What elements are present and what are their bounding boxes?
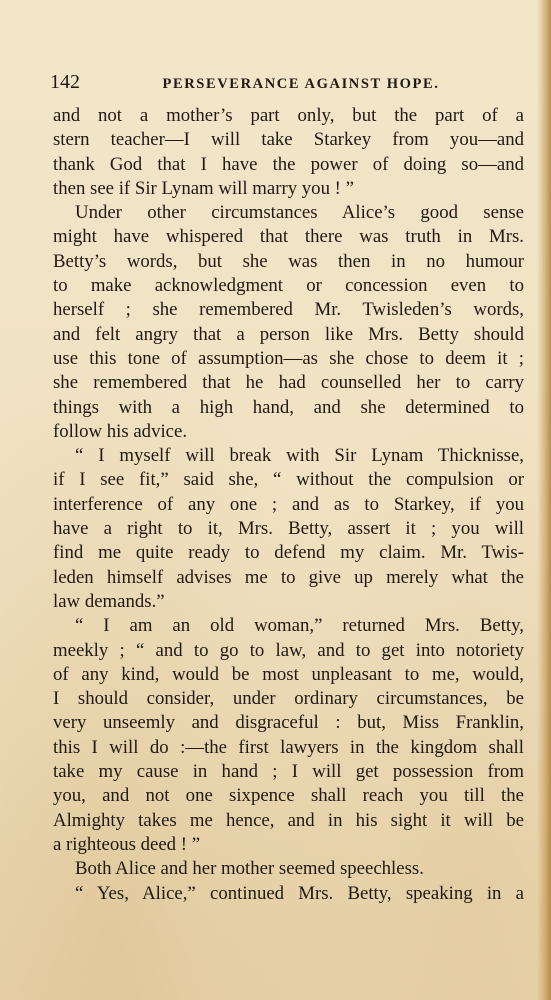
text-line: things with a high hand, and she determined to: [53, 396, 524, 418]
text-line: leden himself advises me to give up merely what the: [53, 566, 524, 588]
text-line: meekly ; “ and to go to law, and to get into notoriety: [53, 639, 524, 661]
text-line: have a right to it, Mrs. Betty, assert it ; you will: [53, 518, 524, 540]
text-line: use this tone of assumption—as she chose to deem it ;: [53, 347, 524, 369]
text-line: if I see fit,” said she, “ without the compulsion or: [53, 469, 524, 491]
text-line: I should consider, under ordinary circumstances, be: [53, 688, 524, 710]
text-line: Betty’s words, but she was then in no humour: [53, 250, 524, 272]
text-line: and felt angry that a person like Mrs. Betty should: [53, 323, 524, 345]
text-line: Both Alice and her mother seemed speechless.: [75, 858, 424, 880]
text-line: she remembered that he had counselled her to carry: [53, 372, 524, 394]
text-line: of any kind, would be most unpleasant to me, would,: [53, 663, 524, 685]
text-line: find me quite ready to defend my claim. Mr. Twis-: [53, 542, 524, 564]
text-line: take my cause in hand ; I will get possession from: [53, 761, 524, 783]
text-line: a righteous deed ! ”: [53, 833, 201, 855]
page-number: 142: [50, 71, 80, 93]
page-header: [50, 71, 528, 93]
text-line: stern teacher—I will take Starkey from you—and: [53, 129, 524, 151]
text-line: follow his advice.: [53, 420, 188, 442]
text-line: you, and not one sixpence shall reach you till the: [53, 785, 524, 807]
text-line: this I will do :—the first lawyers in the kingdom shall: [53, 736, 524, 758]
text-line: law demands.”: [53, 590, 165, 612]
text-line: Under other circumstances Alice’s good sense: [75, 202, 524, 224]
text-line: “ Yes, Alice,” continued Mrs. Betty, speaking in a: [75, 882, 524, 904]
text-line: to make acknowledgment or concession even to: [53, 275, 524, 297]
running-title: PERSEVERANCE AGAINST HOPE.: [162, 76, 440, 92]
text-line: then see if Sir Lynam will marry you ! ”: [53, 177, 354, 199]
body-text: [53, 104, 524, 906]
text-line: herself ; she remembered Mr. Twisleden’s words,: [53, 299, 524, 321]
text-line: “ I myself will break with Sir Lynam Thicknisse,: [75, 445, 524, 467]
text-line: Almighty takes me hence, and in his sight it will be: [53, 809, 524, 831]
text-line: might have whispered that there was truth in Mrs.: [53, 226, 524, 248]
text-line: and not a mother’s part only, but the part of a: [53, 105, 524, 126]
text-line: “ I am an old woman,” returned Mrs. Betty,: [75, 615, 524, 637]
page-edge-shadow: [537, 0, 551, 1000]
text-line: very unseemly and disgraceful : but, Miss Franklin,: [53, 712, 524, 734]
text-line: thank God that I have the power of doing so—and: [53, 153, 524, 175]
text-line: interference of any one ; and as to Starkey, if you: [53, 493, 524, 515]
